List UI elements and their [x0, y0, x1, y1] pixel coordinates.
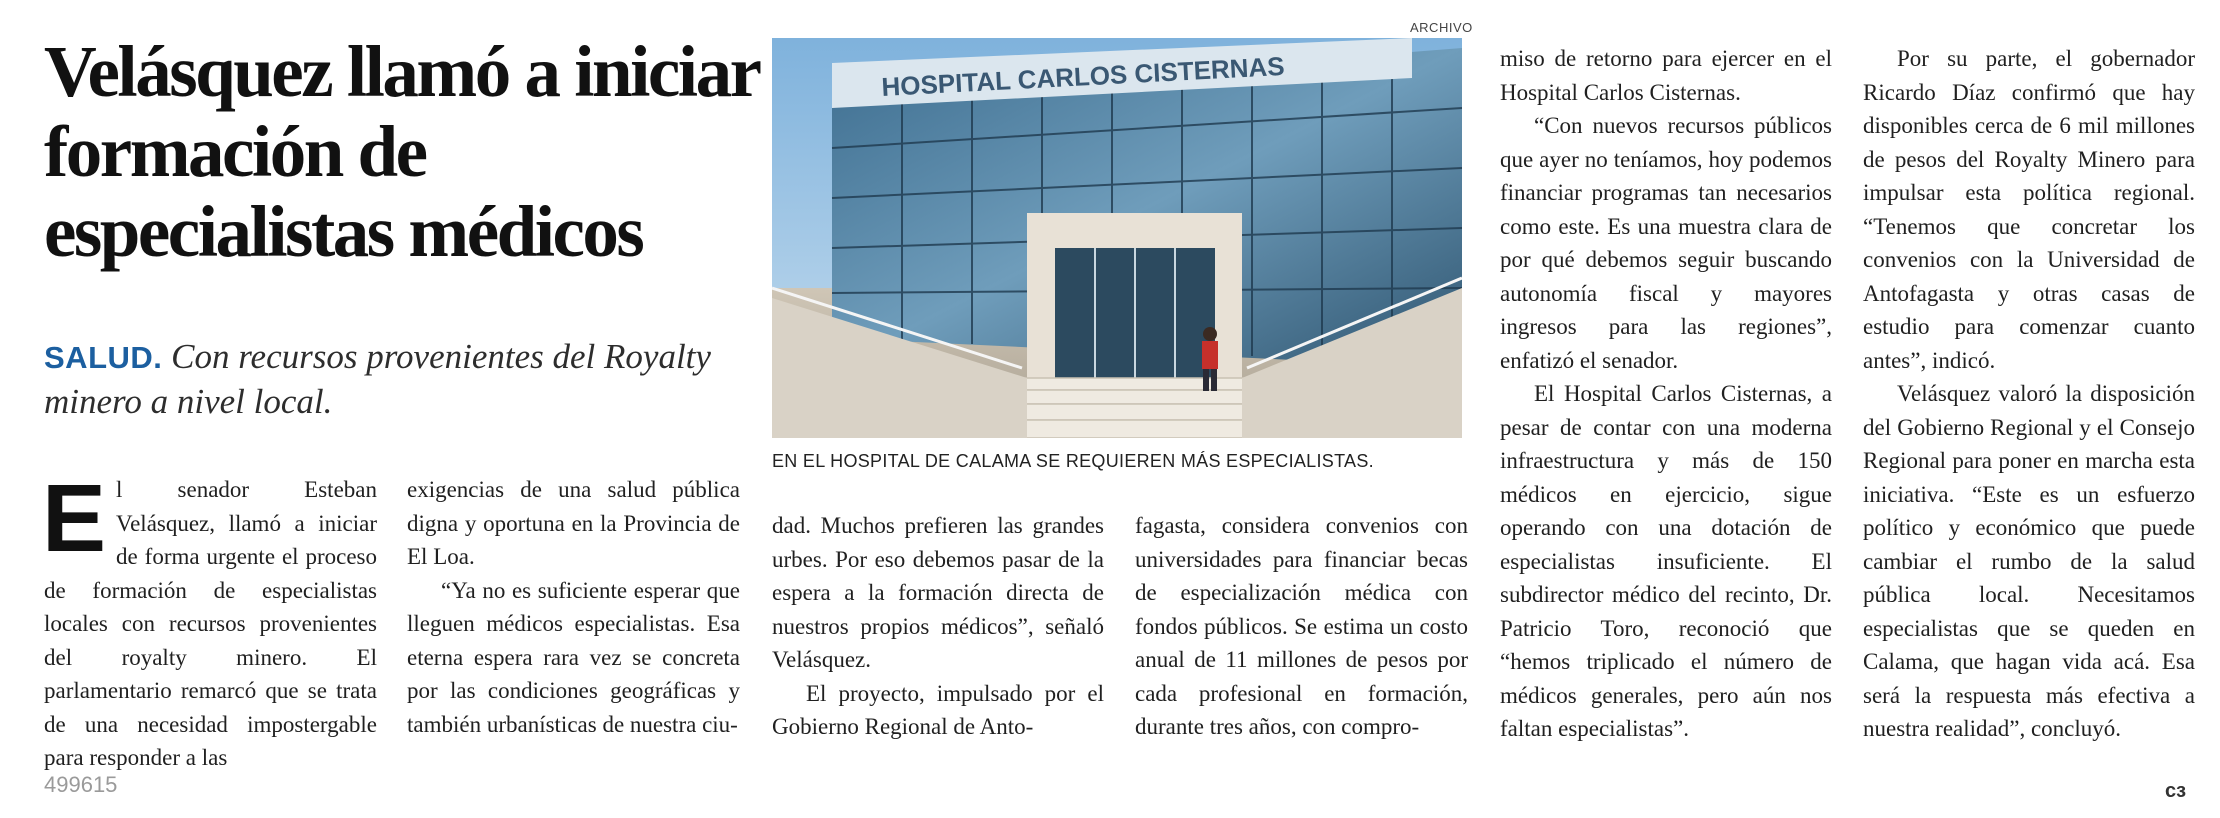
column-6-para-2: Velásquez valoró la disposición del Gobierno Regional y el Consejo Regional para poner en marcha esta iniciativa. “Este es un esfuerzo político y económico que puede cambiar el rumbo de la salud pública local. Necesitamos especialistas que se queden en Calama, que hagan vida acá. Esa será la respuesta más efectiva a nuestra realidad”, concluyó.	[1863, 381, 2195, 741]
column-1-text: l senador Esteban Velásquez, llamó a iniciar de forma urgente el proceso de formación de especialistas locales con recursos provenientes del royalty minero. El parlamentario remarcó que se trata de una necesidad impostergable para responder a las	[44, 477, 377, 770]
drop-cap: E	[42, 465, 107, 572]
headline: Velásquez llamó a iniciar formación de especialistas médicos	[44, 31, 759, 272]
column-4	[1135, 509, 1468, 744]
column-1	[42, 465, 377, 775]
column-5-para-1: miso de retorno para ejercer en el Hospital Carlos Cisternas.	[1500, 46, 1832, 105]
column-4-text: fagasta, considera convenios con universidades para financiar becas de especialización médica con fondos públicos. Se estima un costo anual de 11 millones de pesos por cada profesional en formación, durante tres años, con compro-	[1135, 513, 1468, 739]
column-2	[407, 473, 740, 741]
column-5-para-2: “Con nuevos recursos públicos que ayer no teníamos, hoy podemos financiar programas tan necesarios como este. Es una muestra clara de por qué debemos seguir buscando autonomía fiscal y mayores ingresos para las regiones”, enfatizó el senador.	[1500, 113, 1832, 373]
column-2-para-1: exigencias de una salud pública digna y oportuna en la Provincia de El Loa.	[407, 477, 740, 569]
kicker	[44, 335, 764, 424]
hospital-sign: HOSPITAL CARLOS CISTERNAS	[880, 50, 1286, 102]
clip-id: 499615	[44, 772, 118, 797]
column-3	[772, 509, 1104, 744]
photo-credit: ARCHIVO	[1410, 20, 1473, 35]
end-mark: cз	[2165, 780, 2187, 802]
column-3-para-1: dad. Muchos prefieren las grandes urbes. Por eso debemos pasar de la espera a la formación directa de nuestros propios médicos”, señaló Velásquez.	[772, 513, 1104, 672]
column-5-para-3: El Hospital Carlos Cisternas, a pesar de contar con una moderna infraestructura y más de 150 médicos en ejercicio, sigue operando con una dotación de especialistas insuficiente. El subdirector médico del recinto, Dr. Patricio Toro, reconoció que “hemos triplicado el número de médicos generales, pero aún nos faltan especialistas”.	[1500, 381, 1832, 741]
column-6	[1863, 42, 2195, 746]
section-label: SALUD.	[44, 340, 163, 375]
column-2-para-2: “Ya no es suficiente esperar que lleguen médicos especialistas. Esa eterna espera rara vez se concreta por las condiciones geográficas y también urbanísticas de nuestra ciu-	[407, 577, 740, 737]
subheadline: Con recursos provenientes del Royalty minero a nivel local.	[44, 337, 711, 421]
column-6-para-1: Por su parte, el gobernador Ricardo Díaz confirmó que hay disponibles cerca de 6 mil millones de pesos del Royalty Minero para impulsar esta política regional. “Tenemos que concretar los convenios con la Universidad de Antofagasta y otras casas de estudio para comenzar cuanto antes”, indicó.	[1863, 46, 2195, 373]
hospital-photo	[772, 38, 1462, 438]
column-3-para-2: El proyecto, impulsado por el Gobierno Regional de Anto-	[772, 680, 1104, 739]
column-5	[1500, 42, 1832, 746]
photo-caption: EN EL HOSPITAL DE CALAMA SE REQUIEREN MÁS ESPECIALISTAS.	[772, 451, 1374, 471]
